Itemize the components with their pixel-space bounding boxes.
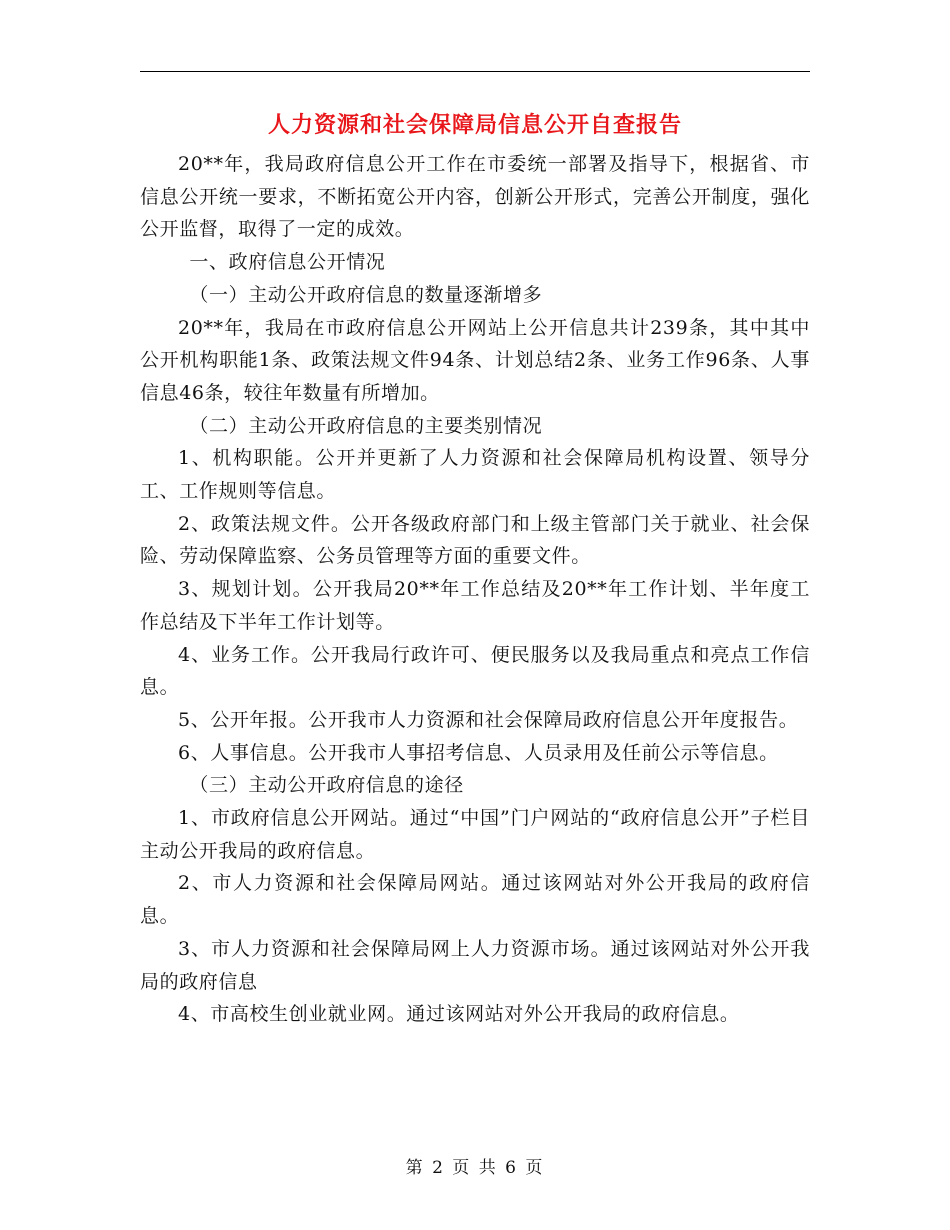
paragraph-quantity: 20**年，我局在市政府信息公开网站上公开信息共计239条，其中其中公开机构职能1条、政策法规文件94条、计划总结2条、业务工作96条、人事信息46条，较往年数量有所增加。 [140,316,810,404]
list-item-channel-2: 2、市人力资源和社会保障局网站。通过该网站对外公开我局的政府信息。 [140,872,810,928]
list-item-category-3: 3、规划计划。公开我局20**年工作总结及20**年工作计划、半年度工作总结及下半年工作计划等。 [140,578,810,633]
subsection-heading-3: （三）主动公开政府信息的途径 [189,774,464,797]
list-item-category-4: 4、业务工作。公开我局行政许可、便民服务以及我局重点和亮点工作信息。 [140,643,810,699]
document-body [140,148,810,1031]
list-item-category-6: 6、人事信息。公开我市人事招考信息、人员录用及任前公示等信息。 [178,741,779,764]
paragraph-intro: 20**年，我局政府信息公开工作在市委统一部署及指导下，根据省、市信息公开统一要求，不断拓宽公开内容，创新公开形式，完善公开制度，强化公开监督，取得了一定的成效。 [140,153,810,241]
list-item-channel-1: 1、市政府信息公开网站。通过“中国”门户网站的“政府信息公开”子栏目主动公开我局的政府信息。 [140,807,810,862]
list-item-category-5: 5、公开年报。公开我市人力资源和社会保障局政府信息公开年度报告。 [178,708,799,731]
list-item-channel-4: 4、市高校生创业就业网。通过该网站对外公开我局的政府信息。 [178,1003,740,1026]
section-heading-1: 一、政府信息公开情况 [189,251,386,274]
list-item-category-1: 1、机构职能。公开并更新了人力资源和社会保障局机构设置、领导分工、工作规则等信息。 [140,447,810,503]
list-item-channel-3: 3、市人力资源和社会保障局网上人力资源市场。通过该网站对外公开我局的政府信息 [140,937,810,993]
page-number: 第 2 页 共 6 页 [405,1158,545,1178]
document-title: 人力资源和社会保障局信息公开自查报告 [267,112,682,138]
header-rule [140,71,810,72]
list-item-category-2: 2、政策法规文件。公开各级政府部门和上级主管部门关于就业、社会保险、劳动保障监察、公务员管理等方面的重要文件。 [140,512,810,568]
subsection-heading-1: （一）主动公开政府信息的数量逐渐增多 [189,283,543,306]
subsection-heading-2: （二）主动公开政府信息的主要类别情况 [189,414,543,437]
